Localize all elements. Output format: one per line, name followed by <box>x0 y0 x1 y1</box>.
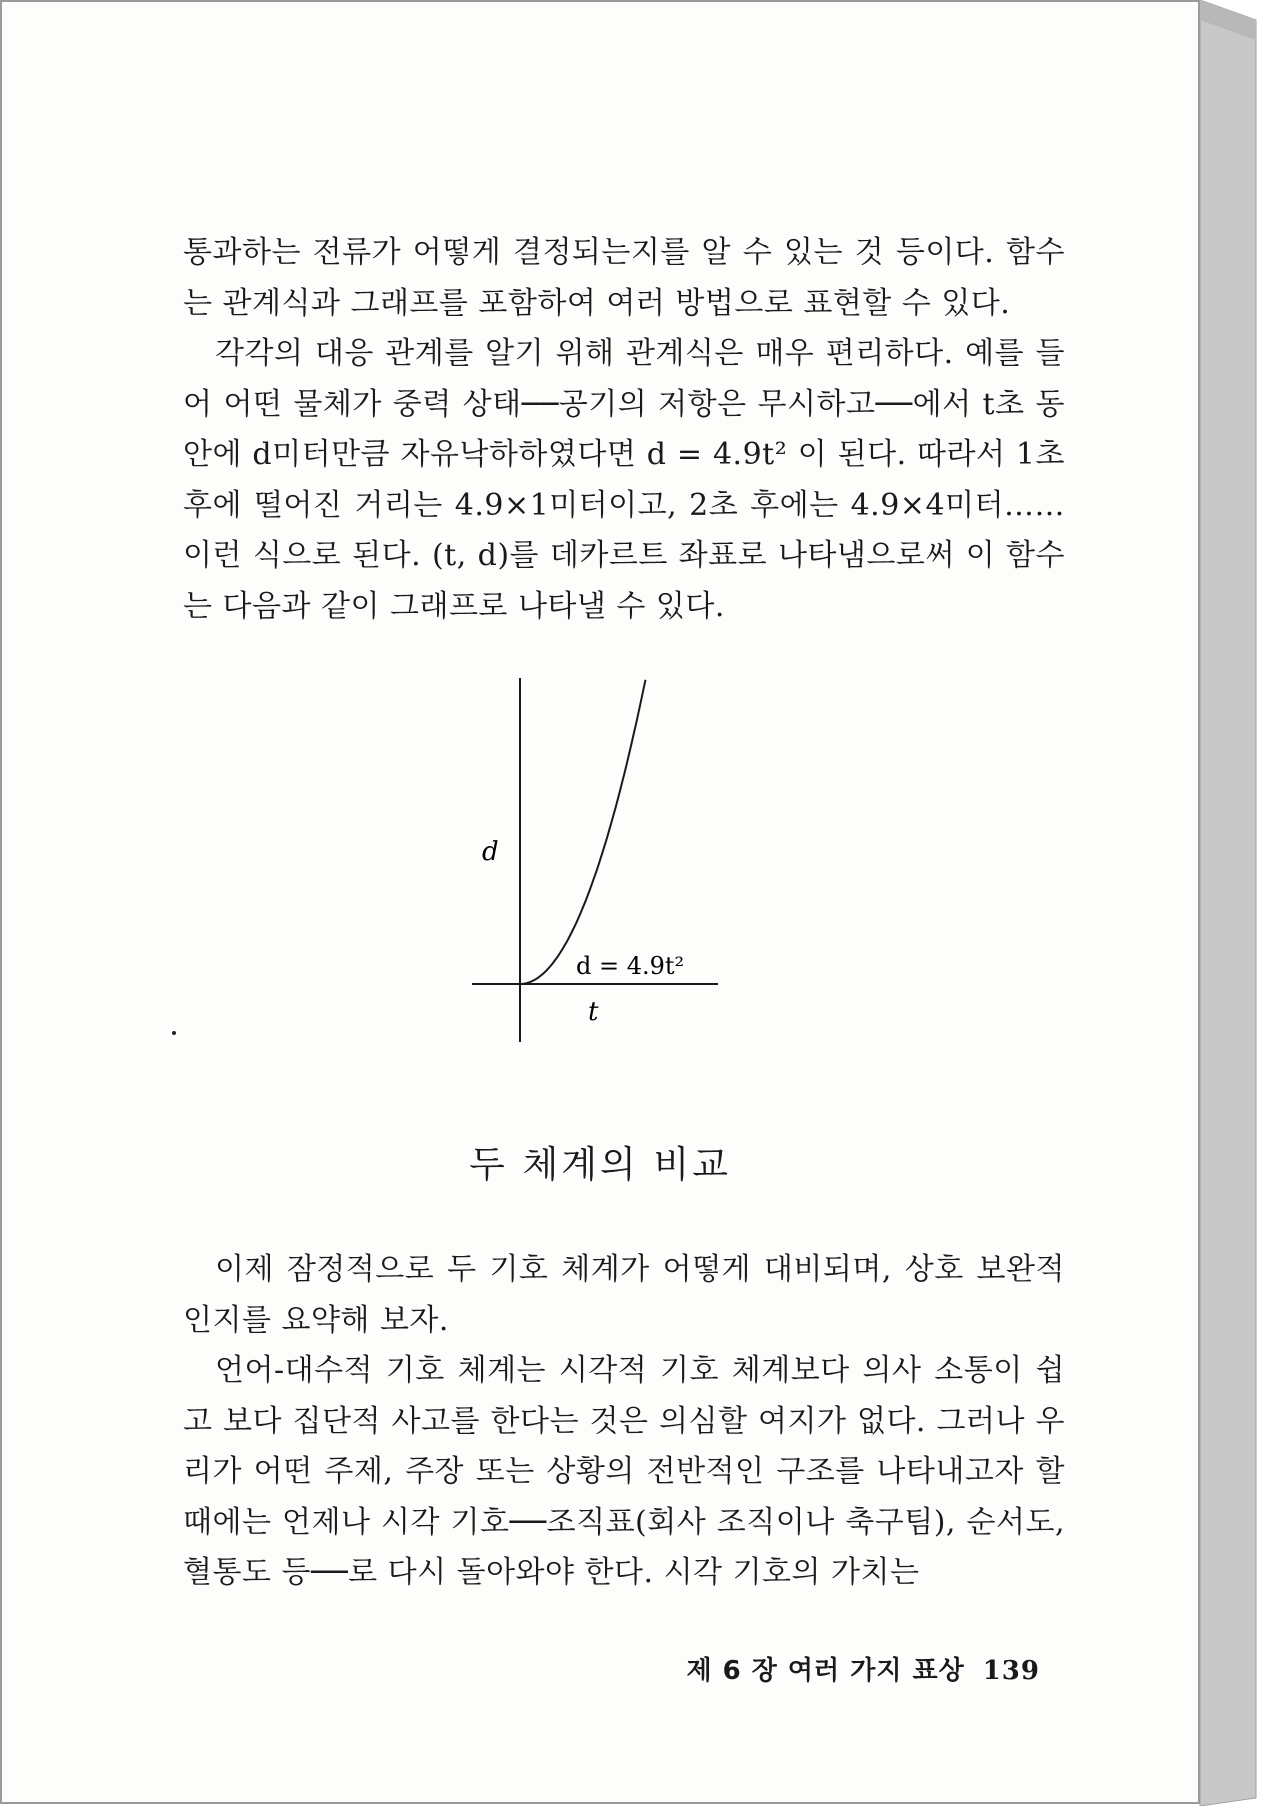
page-number: 139 <box>982 1656 1040 1686</box>
body-text-top <box>183 228 1065 632</box>
freefall-graph <box>460 670 740 1050</box>
stray-mark <box>172 1031 176 1035</box>
page-footer <box>686 1650 1040 1687</box>
paragraph-1: 통과하는 전류가 어떻게 결정되는지를 알 수 있는 것 등이다. 함수는 관계식과 그래프를 포함하여 여러 방법으로 표현할 수 있다. <box>183 235 1065 321</box>
paragraph-2: 각각의 대응 관계를 알기 위해 관계식은 매우 편리하다. 예를 들어 어떤 물체가 중력 상태──공기의 저항은 무시하고──에서 t초 동안에 d미터만큼 자유낙하하였다면 d = 4.9t² 이 된다. 따라서 1초 후에 떨어진 거리는 4.9×1미터이고, 2초 후에는 4.9×4미터…… 이런 식으로 된다. (t, d)를 데카르트 좌표로 나타냄으로써 이 함수는 다음과 같이 그래프로 나타낼 수 있다. <box>183 336 1065 624</box>
y-axis-label: d <box>482 837 499 867</box>
body-text-bottom <box>183 1245 1065 1599</box>
paragraph-4: 언어-대수적 기호 체계는 시각적 기호 체계보다 의사 소통이 쉽고 보다 집단적 사고를 한다는 것은 의심할 여지가 없다. 그러나 우리가 어떤 주제, 주장 또는 상황의 전반적인 구조를 나타내고자 할 때에는 언제나 시각 기호──조직표(회사 조직이나 축구팀), 순서도, 혈통도 등──로 다시 돌아와야 한다. 시각 기호의 가치는 <box>183 1353 1065 1590</box>
curve-label: d = 4.9t² <box>576 952 685 980</box>
chapter-title: 제 6 장 여러 가지 표상 <box>686 1656 965 1686</box>
section-title: 두 체계의 비교 <box>469 1143 731 1186</box>
parabola-curve <box>520 680 646 984</box>
x-axis-label: t <box>588 997 599 1027</box>
paragraph-3: 이제 잠정적으로 두 기호 체계가 어떻게 대비되며, 상호 보완적 인지를 요약해 보자. <box>183 1252 1065 1338</box>
